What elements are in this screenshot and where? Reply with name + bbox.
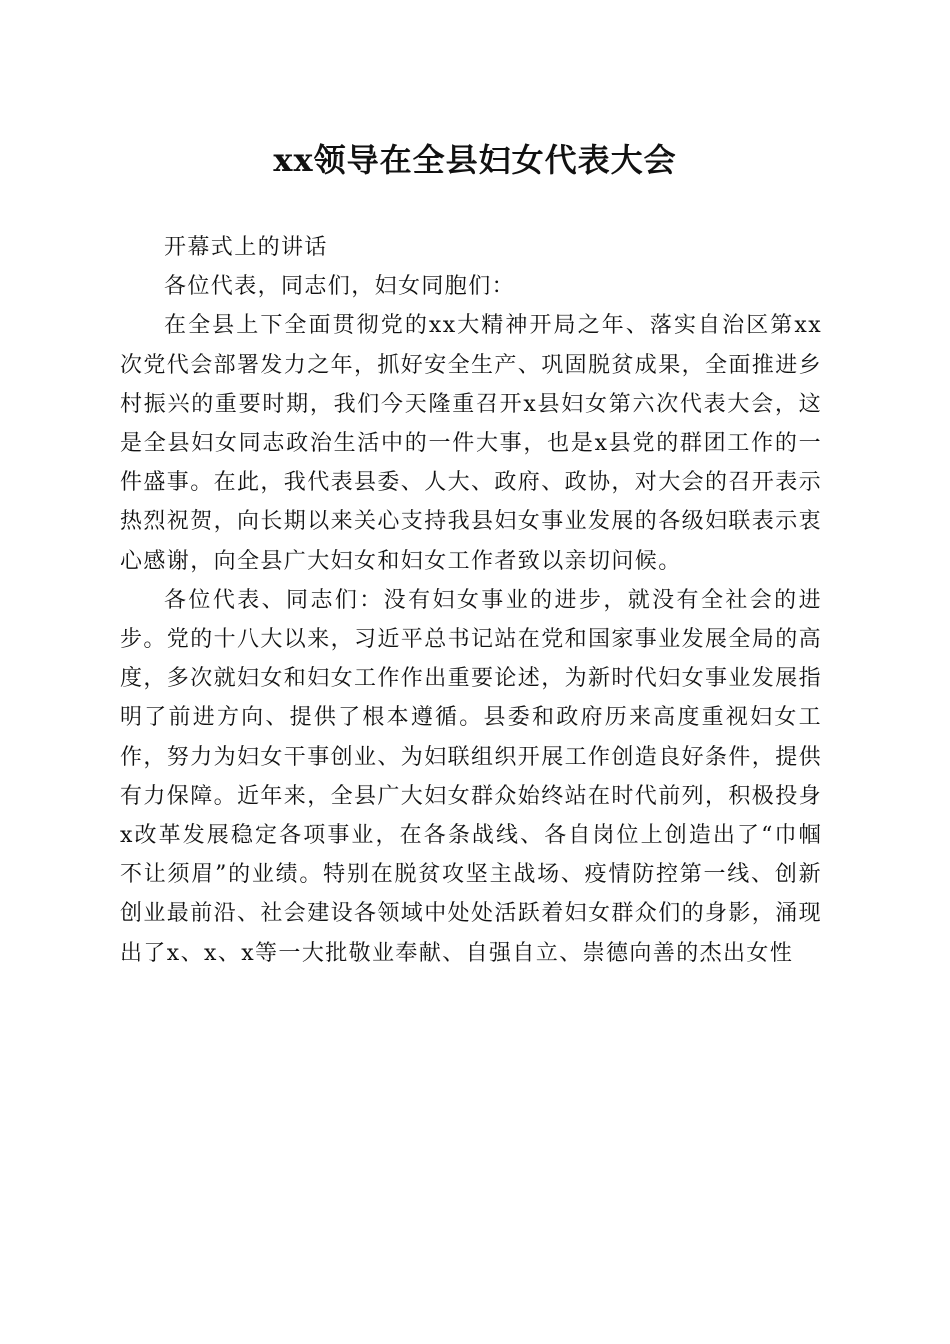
body-paragraph-1: 在全县上下全面贯彻党的xx大精神开局之年、落实自治区第xx次党代会部署发力之年，抓好安全生产、巩固脱贫成果，全面推进乡村振兴的重要时期，我们今天隆重召开x县妇女第六次代表大会，这是全县妇女同志政治生活中的一件大事，也是x县党的群团工作的一件盛事。在此，我代表县委、人大、政府、政协，对大会的召开表示热烈祝贺，向长期以来关心支持我县妇女事业发展的各级妇联表示衷心感谢，向全县广大妇女和妇女工作者致以亲切问候。 [120,313,823,574]
document-body [120,228,822,973]
body-paragraph-2: 各位代表、同志们：没有妇女事业的进步，就没有全社会的进步。党的十八大以来，习近平总书记站在党和国家事业发展全局的高度，多次就妇女和妇女工作作出重要论述，为新时代妇女事业发展指明了前进方向、提供了根本遵循。县委和政府历来高度重视妇女工作，努力为妇女干事创业、为妇联组织开展工作创造良好条件，提供有力保障。近年来，全县广大妇女群众始终站在时代前列，积极投身x改革发展稳定各项事业，在各条战线、各自岗位上创造出了“巾帼不让须眉”的业绩。特别在脱贫攻坚主战场、疫情防控第一线、创新创业最前沿、社会建设各领域中处处活跃着妇女群众们的身影，涌现出了x、x、x等一大批敬业奉献、自强自立、崇德向善的杰出女性 [120,587,823,966]
document-title: xx领导在全县妇女代表大会 [273,141,677,179]
document-subtitle: 开幕式上的讲话 [164,235,328,260]
salutation: 各位代表，同志们，妇女同胞们： [164,274,516,300]
